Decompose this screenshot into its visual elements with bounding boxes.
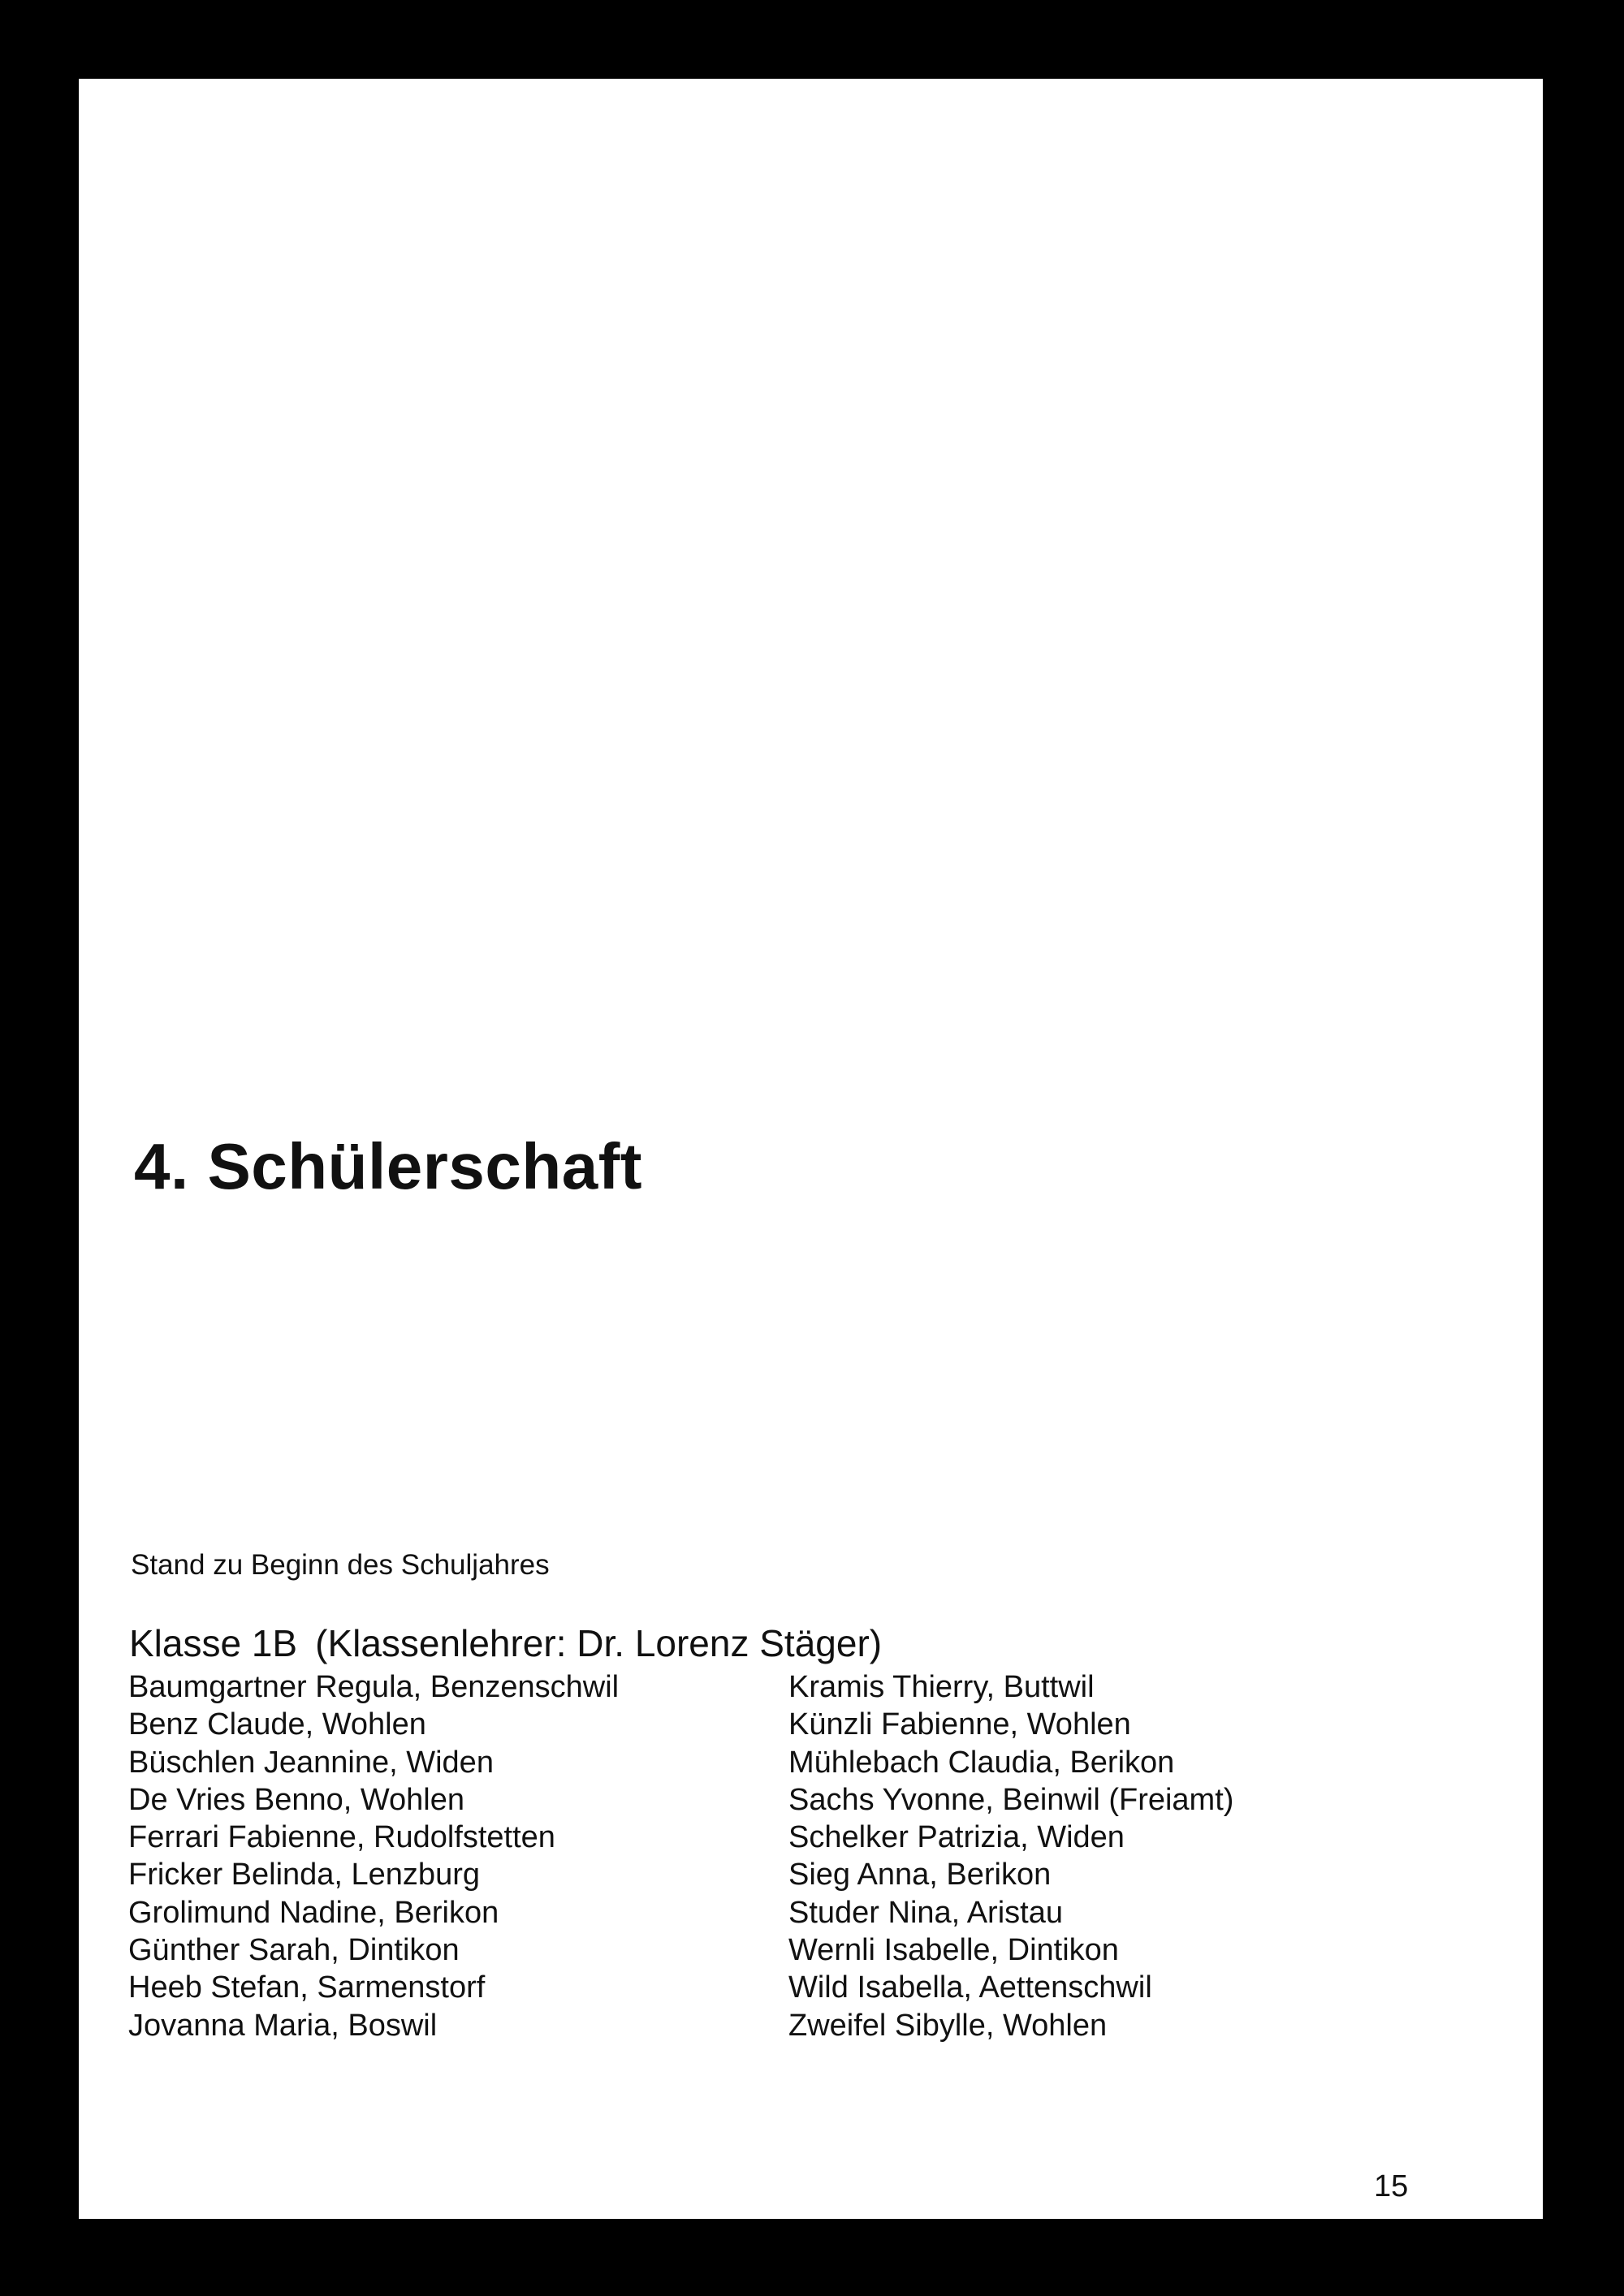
student-entry: Wild Isabella, Aettenschwil <box>788 1970 1152 2005</box>
student-entry: Kramis Thierry, Buttwil <box>788 1670 1095 1704</box>
class-teacher: (Klassenlehrer: Dr. Lorenz Stäger) <box>315 1622 883 1664</box>
student-entry: Büschlen Jeannine, Widen <box>128 1745 494 1780</box>
student-entry: Zweifel Sibylle, Wohlen <box>788 2008 1108 2043</box>
page-number: 15 <box>1374 2169 1409 2203</box>
student-entry: Ferrari Fabienne, Rudolfstetten <box>128 1820 555 1855</box>
document-page <box>79 79 1543 2219</box>
student-entry: Mühlebach Claudia, Berikon <box>788 1745 1175 1780</box>
section-title: 4. Schülerschaft <box>134 1130 643 1202</box>
student-entry: Grolimund Nadine, Berikon <box>128 1895 499 1930</box>
student-entry: Günther Sarah, Dintikon <box>128 1933 460 1968</box>
student-entry: Heeb Stefan, Sarmenstorf <box>128 1970 486 2005</box>
student-entry: De Vries Benno, Wohlen <box>128 1782 465 1817</box>
student-entry: Wernli Isabelle, Dintikon <box>788 1933 1119 1968</box>
student-entry: Sachs Yvonne, Beinwil (Freiamt) <box>788 1782 1234 1817</box>
student-entry: Jovanna Maria, Boswil <box>128 2008 438 2043</box>
class-name: Klasse 1B <box>129 1622 298 1664</box>
student-entry: Schelker Patrizia, Widen <box>788 1820 1125 1855</box>
student-entry: Künzli Fabienne, Wohlen <box>788 1707 1131 1742</box>
student-list-right <box>788 1668 1233 2044</box>
student-entry: Benz Claude, Wohlen <box>128 1707 426 1742</box>
class-heading <box>129 1622 883 1664</box>
student-list-left <box>128 1668 619 2044</box>
intro-text: Stand zu Beginn des Schuljahres <box>131 1549 550 1581</box>
student-entry: Sieg Anna, Berikon <box>788 1858 1052 1892</box>
student-entry: Baumgartner Regula, Benzenschwil <box>128 1670 620 1704</box>
student-entry: Fricker Belinda, Lenzburg <box>128 1858 480 1892</box>
student-entry: Studer Nina, Aristau <box>788 1895 1063 1930</box>
